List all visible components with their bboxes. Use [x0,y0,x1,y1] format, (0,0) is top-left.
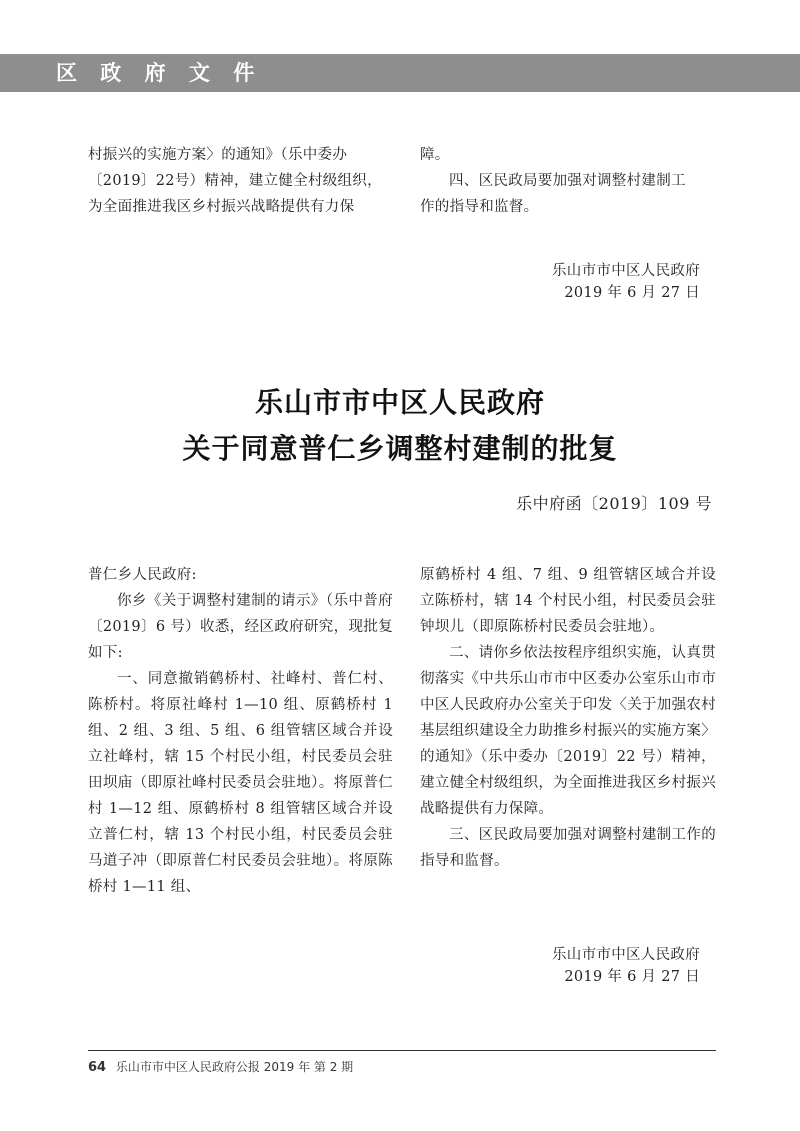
previous-doc-signature [552,260,700,304]
previous-doc-line: 为全面推进我区乡村振兴战略提供有力保 [88,199,355,215]
doc-title-line-1: 乐山市市中区人民政府 [254,386,545,419]
previous-doc-left-column [88,142,393,220]
footer-divider [88,1050,716,1051]
doc-salutation: 普仁乡人民政府: [88,567,197,583]
previous-doc-line: 作的指导和监督。 [420,199,539,215]
signature-date: 2019 年 6 月 27 日 [564,285,700,301]
page-footer [88,1058,353,1077]
doc-paragraph: 你乡《关于调整村建制的请示》（乐中普府〔2019〕6 号）收悉，经区政府研究，现批复如下: [88,593,393,661]
doc-paragraph: 一、同意撤销鹤桥村、社峰村、普仁村、陈桥村。将原社峰村 1—10 组、原鹤桥村 1 组、2 组、3 组、5 组、6 组管辖区域合并设立社峰村，辖 15 个村民小组，村民委员会驻田坝庙（即原社峰村民委员会驻地）。将原普仁村 1—12 组、原鹤桥村 8 组管辖区域合并设立普仁村，辖 13 个村民小组，村民委员会驻马道子冲（即原普仁村民委员会驻地）。将原陈桥村 1—11 组、 [88,671,393,895]
doc-paragraph: 原鹤桥村 4 组、7 组、9 组管辖区域合并设立陈桥村，辖 14 个村民小组，村民委员会驻钟坝儿（即原陈桥村民委员会驻地）。 [420,567,716,635]
section-header-title: 区 政 府 文 件 [56,61,263,85]
previous-doc-line: 〔2019〕22号）精神，建立健全村级组织， [88,173,382,189]
doc-number: 乐中府函〔2019〕109 号 [516,494,712,513]
section-header-band [0,54,800,92]
doc-left-column [88,562,393,900]
publication-title: 乐山市市中区人民政府公报 2019 年 第 2 期 [115,1060,354,1074]
previous-doc-right-column [420,142,716,220]
previous-doc-line: 障。 [420,147,450,163]
previous-doc-line: 村振兴的实施方案〉的通知》（乐中委办 [88,147,348,163]
previous-doc-line: 四、区民政局要加强对调整村建制工 [449,173,686,189]
doc-signature [552,944,700,988]
doc-paragraph: 三、区民政局要加强对调整村建制工作的指导和监督。 [420,827,716,869]
doc-paragraph: 二、请你乡依法按程序组织实施，认真贯彻落实《中共乐山市市中区委办公室乐山市市中区人民政府办公室关于印发〈关于加强农村基层组织建设全力助推乡村振兴的实施方案〉的通知》（乐中委办〔2019〕22 号）精神，建立健全村级组织，为全面推进我区乡村振兴战略提供有力保障。 [420,645,716,817]
signature-org: 乐山市市中区人民政府 [552,263,700,279]
page-number: 64 [88,1060,107,1075]
signature-org: 乐山市市中区人民政府 [552,947,700,963]
doc-title-line-2: 关于同意普仁乡调整村建制的批复 [182,432,618,465]
doc-right-column [420,562,716,874]
signature-date: 2019 年 6 月 27 日 [564,969,700,985]
